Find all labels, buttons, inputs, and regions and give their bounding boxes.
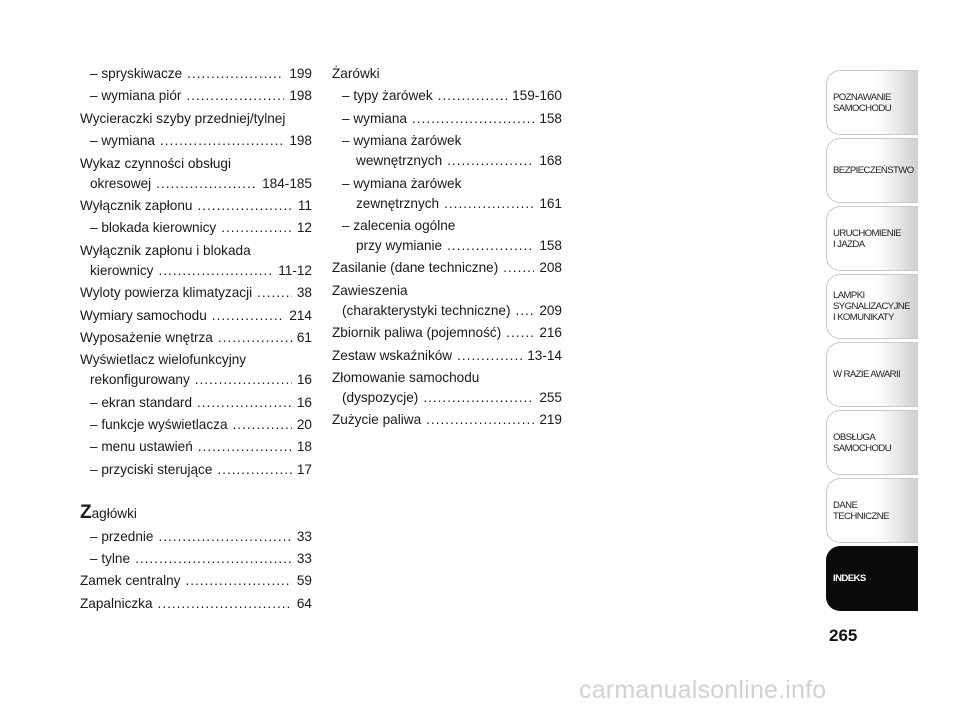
index-term: okresowej — [90, 175, 152, 191]
index-entry — [332, 131, 562, 171]
index-term: Wymiary samochodu — [80, 307, 207, 323]
dot-leader — [185, 571, 291, 591]
index-term: Wyłącznik zapłonu i blokada — [80, 242, 251, 258]
dot-leader — [197, 196, 292, 216]
index-entry — [80, 571, 312, 591]
index-line — [80, 328, 312, 348]
index-term: – menu ustawień — [90, 439, 193, 455]
page-ref: 184-185 — [262, 175, 312, 191]
dot-leader — [447, 236, 534, 256]
dot-leader — [186, 86, 284, 106]
index-line — [332, 151, 562, 171]
index-line — [80, 350, 312, 370]
index-entry — [80, 549, 312, 569]
dot-leader — [438, 86, 507, 106]
index-column-left — [80, 64, 312, 616]
chapter-tab[interactable]: OBSŁUGA SAMOCHODU — [826, 410, 918, 475]
index-entry — [80, 460, 312, 480]
page-ref: 13-14 — [527, 347, 562, 363]
index-entry — [80, 527, 312, 547]
page-ref: 12 — [296, 220, 312, 236]
index-entry — [80, 328, 312, 348]
index-line — [332, 194, 562, 214]
index-entry — [80, 393, 312, 413]
section-gap — [80, 482, 312, 504]
index-line — [80, 174, 312, 194]
page-ref: 59 — [296, 573, 312, 589]
index-entry — [80, 350, 312, 390]
dot-leader — [158, 527, 291, 547]
index-term: – wymiana — [90, 133, 155, 149]
index-line — [332, 368, 562, 388]
index-line — [80, 504, 312, 524]
index-line — [80, 218, 312, 238]
index-line — [332, 388, 562, 408]
page-ref: 20 — [296, 417, 312, 433]
index-line — [332, 410, 562, 430]
index-entry — [332, 281, 562, 321]
page-ref: 18 — [296, 439, 312, 455]
index-line — [80, 109, 312, 129]
chapter-tab[interactable]: INDEKS — [826, 546, 918, 611]
index-entry — [80, 196, 312, 216]
page-ref: 159-160 — [512, 88, 562, 104]
dot-leader — [156, 174, 257, 194]
index-line — [80, 460, 312, 480]
index-entry — [80, 415, 312, 435]
page-number: 265 — [829, 626, 858, 645]
index-term: – ekran standard — [90, 394, 193, 410]
page-ref: 209 — [539, 302, 562, 318]
page-ref: 33 — [296, 528, 312, 544]
index-term: – blokada kierownicy — [90, 220, 217, 236]
index-entry — [80, 154, 312, 194]
dot-leader — [412, 109, 534, 129]
index-term: Zapalniczka — [80, 595, 153, 611]
index-line — [332, 131, 562, 151]
index-entry — [80, 594, 312, 614]
chapter-tab[interactable]: LAMPKI SYGNALIZACYJNE I KOMUNIKATY — [826, 274, 918, 339]
index-entry — [80, 437, 312, 457]
dot-leader — [160, 131, 284, 151]
index-term: Wyświetlacz wielofunkcyjny — [80, 352, 247, 368]
index-term: Wykaz czynności obsługi — [80, 155, 231, 171]
section-initial: Z — [80, 502, 92, 524]
dot-leader — [212, 306, 285, 326]
index-line — [80, 437, 312, 457]
index-line — [80, 527, 312, 547]
index-entry — [80, 109, 312, 129]
index-line — [332, 301, 562, 321]
page-ref: 214 — [289, 307, 312, 323]
dot-leader — [197, 393, 292, 413]
index-entry — [80, 64, 312, 84]
page-ref: 61 — [296, 329, 312, 345]
page-ref: 168 — [539, 153, 562, 169]
index-term: kierownicy — [90, 262, 154, 278]
page-ref: 11 — [297, 197, 312, 213]
index-term: przy wymianie — [356, 237, 443, 253]
index-entry — [332, 368, 562, 408]
index-entry — [80, 283, 312, 303]
dot-leader — [423, 388, 534, 408]
page-ref: 158 — [539, 110, 562, 126]
index-term: Wyloty powierza klimatyzacji — [80, 285, 253, 301]
index-line — [332, 281, 562, 301]
index-line — [80, 241, 312, 261]
index-term: Wyłącznik zapłonu — [80, 197, 193, 213]
dot-leader — [218, 328, 292, 348]
index-line — [80, 283, 312, 303]
dot-leader — [221, 218, 292, 238]
index-term: Zawieszenia — [332, 282, 408, 298]
index-term: Wycieraczki szyby przedniej/tylnej — [80, 110, 286, 126]
index-term: Żarówki — [332, 66, 380, 81]
index-term: agłówki — [91, 506, 137, 522]
dot-leader — [158, 594, 292, 614]
page-ref: 33 — [296, 551, 312, 567]
dot-leader — [198, 437, 292, 457]
index-entry — [332, 346, 562, 366]
page-ref: 16 — [296, 394, 312, 410]
index-term: (charakterystyki techniczne) — [342, 302, 511, 318]
page-ref: 208 — [539, 260, 562, 276]
dot-leader — [426, 410, 534, 430]
index-term: Zasilanie (dane techniczne) — [332, 260, 499, 276]
dot-leader — [447, 151, 534, 171]
index-line — [80, 86, 312, 106]
page-ref: 17 — [296, 461, 312, 477]
dot-leader — [195, 370, 292, 390]
chapter-tab[interactable]: BEZPIECZEŃSTWO — [826, 138, 918, 203]
index-entry — [80, 218, 312, 238]
page-ref: 38 — [296, 285, 312, 301]
index-line — [80, 261, 312, 281]
index-line — [80, 131, 312, 151]
index-entry — [332, 64, 562, 84]
page-ref: 199 — [289, 66, 312, 81]
index-term: Zestaw wskaźników — [332, 347, 453, 363]
index-line — [80, 415, 312, 435]
index-line — [80, 154, 312, 174]
index-line — [80, 571, 312, 591]
index-line — [80, 549, 312, 569]
index-entry — [80, 306, 312, 326]
index-entry — [80, 86, 312, 106]
index-entry — [332, 410, 562, 430]
dot-leader — [515, 301, 534, 321]
dot-leader — [217, 460, 291, 480]
index-line — [332, 323, 562, 343]
index-entry — [332, 86, 562, 106]
chapter-tabs — [826, 70, 918, 614]
index-term: – tylne — [90, 551, 131, 567]
dot-leader — [503, 258, 534, 278]
index-term: – wymiana — [342, 110, 407, 126]
page-ref: 198 — [289, 133, 312, 149]
dot-leader — [457, 346, 522, 366]
index-term: (dyspozycje) — [342, 389, 419, 405]
page-ref: 11-12 — [278, 262, 312, 278]
index-line — [332, 64, 562, 84]
dot-leader — [233, 415, 292, 435]
index-term: – wymiana żarówek — [342, 133, 462, 149]
index-term: Zużycie paliwa — [332, 412, 422, 428]
index-term: rekonfigurowany — [90, 372, 190, 388]
index-term: Zbiornik paliwa (pojemność) — [332, 325, 502, 341]
index-entry — [80, 131, 312, 151]
watermark: carmanualsonline.info — [579, 676, 827, 704]
page-ref: 216 — [539, 325, 562, 341]
dot-leader — [135, 549, 292, 569]
index-term: Zamek centralny — [80, 573, 181, 589]
index-entry — [80, 241, 312, 281]
dot-leader — [158, 261, 273, 281]
chapter-tab[interactable]: W RAZIE AWARII — [826, 342, 918, 407]
index-line — [332, 216, 562, 236]
index-line — [332, 174, 562, 194]
index-term: – wymiana piór — [90, 88, 182, 104]
index-line — [80, 393, 312, 413]
index-entry — [332, 174, 562, 214]
index-entry — [332, 323, 562, 343]
chapter-tab[interactable]: POZNAWANIE SAMOCHODU — [826, 70, 918, 135]
index-column-right — [332, 64, 562, 433]
index-line — [332, 236, 562, 256]
index-term: – przyciski sterujące — [90, 461, 213, 477]
page-ref: 198 — [289, 88, 312, 104]
index-term: Wyposażenie wnętrza — [80, 329, 213, 345]
index-term: – przednie — [90, 528, 154, 544]
page-ref: 219 — [539, 412, 562, 428]
index-entry — [332, 258, 562, 278]
chapter-tab[interactable]: DANE TECHNICZNE — [826, 478, 918, 543]
dot-leader — [257, 283, 292, 303]
index-entry — [332, 109, 562, 129]
index-term: zewnętrznych — [356, 195, 440, 211]
index-entry — [332, 216, 562, 256]
index-line — [332, 346, 562, 366]
index-line — [80, 196, 312, 216]
index-term: – zalecenia ogólne — [342, 217, 456, 233]
index-term: wewnętrznych — [356, 153, 443, 169]
index-line — [332, 109, 562, 129]
index-line — [80, 594, 312, 614]
page-ref: 161 — [539, 195, 562, 211]
index-entry — [80, 504, 312, 524]
index-line — [332, 86, 562, 106]
dot-leader — [444, 194, 534, 214]
index-term: – wymiana żarówek — [342, 175, 462, 191]
index-term: – typy żarówek — [342, 88, 433, 104]
index-line — [80, 370, 312, 390]
dot-leader — [187, 64, 284, 84]
index-term: – funkcje wyświetlacza — [90, 417, 228, 433]
index-line — [80, 64, 312, 84]
page-ref: 16 — [296, 372, 312, 388]
page-ref: 255 — [539, 389, 562, 405]
page-ref: 64 — [296, 595, 312, 611]
index-term: Złomowanie samochodu — [332, 369, 480, 385]
dot-leader — [506, 323, 534, 343]
index-line — [80, 306, 312, 326]
index-line — [332, 258, 562, 278]
page-ref: 158 — [539, 237, 562, 253]
index-term: – spryskiwacze — [90, 66, 183, 81]
chapter-tab[interactable]: URUCHOMIENIE I JAZDA — [826, 206, 918, 271]
